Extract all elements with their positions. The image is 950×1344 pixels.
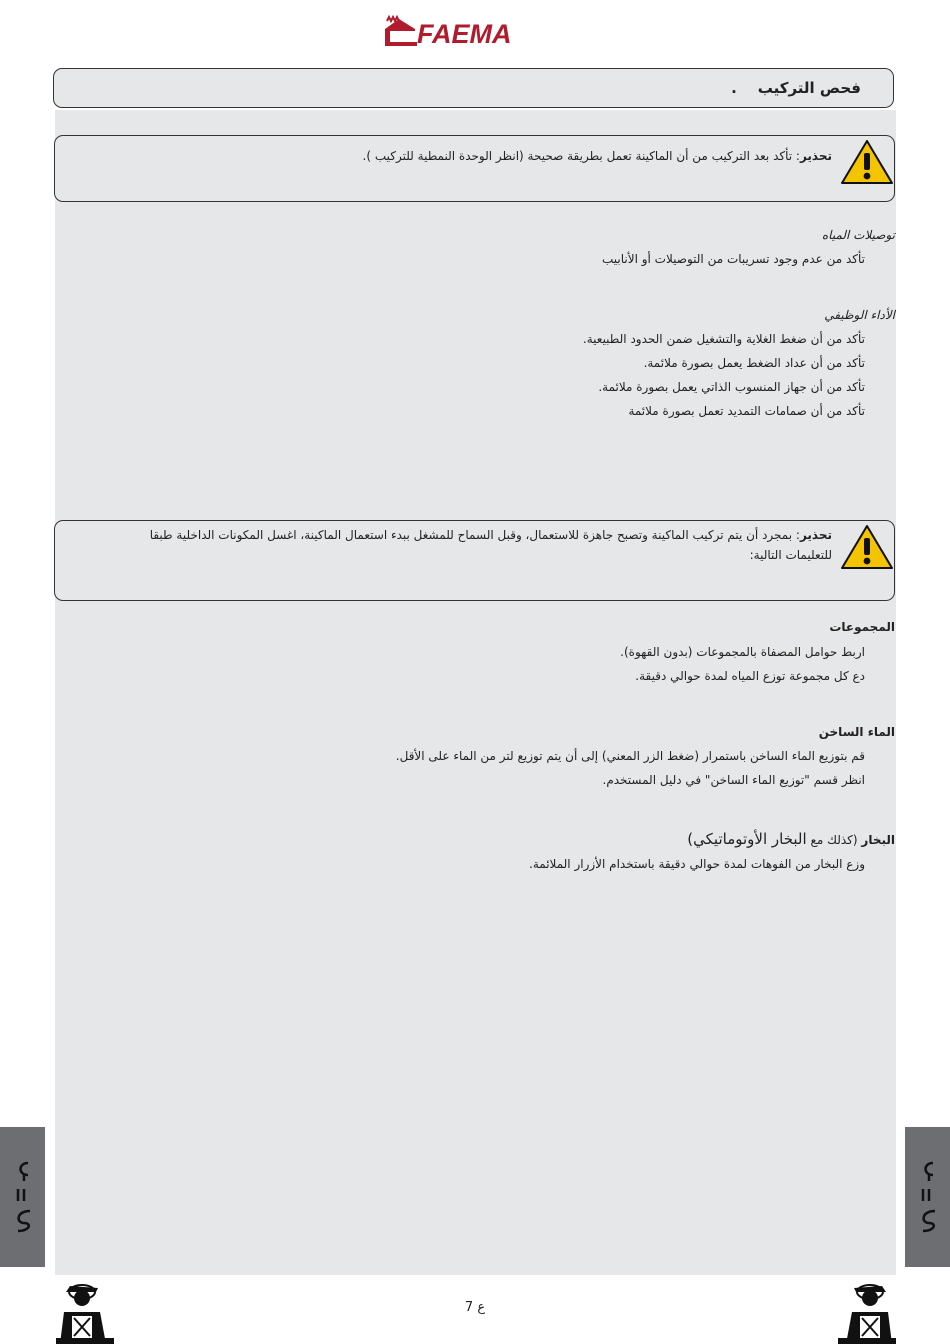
warning-triangle-icon bbox=[840, 138, 894, 186]
section-number: . bbox=[731, 79, 737, 97]
section-title: فحص التركيب . bbox=[731, 79, 861, 97]
list-item: وزع البخار من الفوهات لمدة حوالي دقيقة باستخدام الأزرار الملائمة. bbox=[529, 857, 865, 871]
section-title-bar bbox=[53, 68, 894, 108]
list-item: دع كل مجموعة توزع المياه لمدة حوالي دقيقة. bbox=[635, 669, 865, 683]
language-tab-icon bbox=[10, 1155, 36, 1235]
warning-box-wash bbox=[54, 520, 895, 601]
groups-heading: المجموعات bbox=[829, 620, 895, 634]
warning-text-wash: تحذير: بمجرد أن يتم تركيب الماكينة وتصبح جاهزة للاستعمال، وقبل السماح للمشغل ببدء استعمال الماكينة، اغسل المكونات الداخلية طبقا للتعليمات التالية: bbox=[149, 528, 832, 562]
functional-heading: الأداء الوظيفي bbox=[824, 308, 895, 322]
logo-text: FAEMA bbox=[417, 19, 512, 49]
page-number: ع 7 bbox=[464, 1300, 486, 1315]
list-item: تأكد من أن عداد الضغط يعمل بصورة ملائمة. bbox=[643, 356, 865, 370]
list-item: تأكد من أن جهاز المنسوب الذاتي يعمل بصورة ملائمة. bbox=[598, 380, 865, 394]
warning-label: تحذير bbox=[799, 149, 832, 163]
content-background bbox=[55, 110, 896, 1275]
water-connections-heading: توصيلات المياه bbox=[821, 228, 895, 242]
list-item: تأكد من عدم وجود تسريبات من التوصيلات أو الأنابيب bbox=[602, 252, 865, 266]
faema-logo bbox=[383, 15, 568, 51]
steam-heading: البخار (كذلك مع البخار الأوتوماتيكي) bbox=[687, 830, 895, 848]
warning-text-install: تحذير: تأكد بعد التركيب من أن الماكينة تعمل بطريقة صحيحة (انظر الوحدة النمطية للتركيب ). bbox=[362, 149, 832, 163]
list-item: اربط حوامل المصفاة بالمجموعات (بدون القهوة). bbox=[620, 645, 865, 659]
side-tab-right bbox=[905, 1127, 950, 1267]
side-tab-left bbox=[0, 1127, 45, 1267]
list-item: قم بتوزيع الماء الساخن باستمرار (ضغط الزر المعني) إلى أن يتم توزيع لتر من الماء على الأقل. bbox=[395, 749, 865, 763]
list-item: تأكد من أن ضغط الغلاية والتشغيل ضمن الحدود الطبيعية. bbox=[582, 332, 865, 346]
list-item: انظر قسم "توزيع الماء الساخن" في دليل المستخدم. bbox=[602, 773, 865, 787]
warning-triangle-icon bbox=[840, 523, 894, 571]
warning-box-install bbox=[54, 135, 895, 202]
warning-label: تحذير bbox=[799, 528, 832, 542]
list-item: تأكد من أن صمامات التمديد تعمل بصورة ملائمة bbox=[628, 404, 865, 418]
hot-water-heading: الماء الساخن bbox=[818, 725, 895, 739]
logo-house-icon bbox=[383, 15, 419, 49]
language-tab-icon bbox=[915, 1155, 941, 1235]
